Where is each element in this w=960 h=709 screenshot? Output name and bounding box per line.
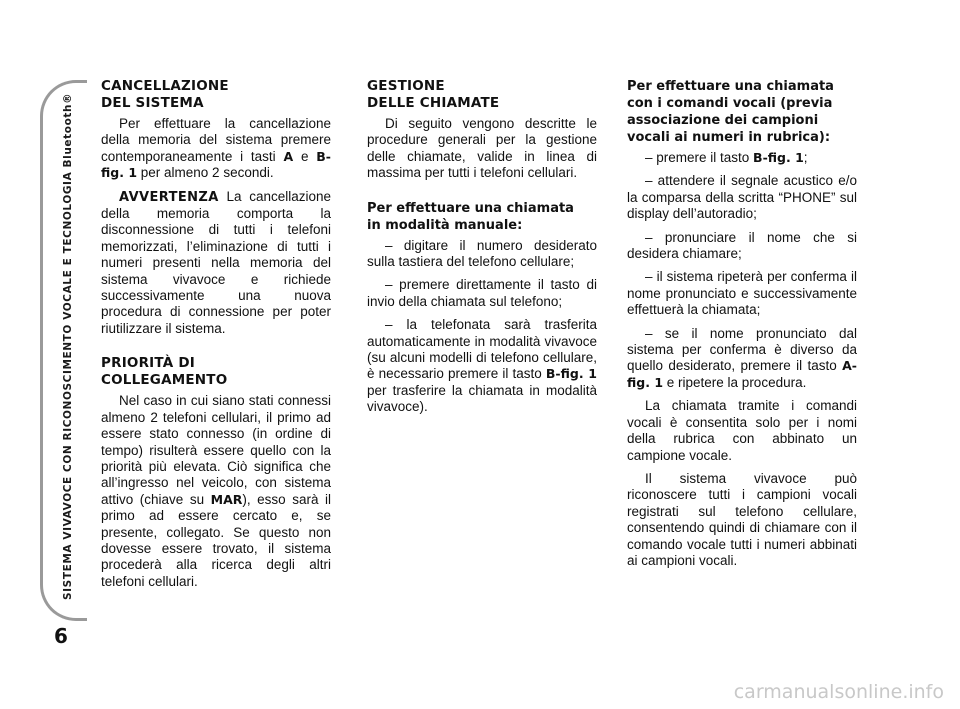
heading-comandi-vocali	[627, 78, 857, 146]
paragraph-intro: Di seguito vengono descritte le procedure generali per la gestione delle chiamate, valide in linea di massima per tutti i telefoni cellulari.	[367, 116, 597, 181]
column-2	[367, 78, 597, 423]
step-1	[627, 150, 857, 166]
page-number: 6	[54, 624, 68, 648]
heading-gestione	[367, 78, 597, 112]
heading-line: associazione dei campioni	[627, 113, 819, 128]
subheading-line: Per effettuare una chiamata	[367, 200, 574, 216]
text: e	[293, 148, 317, 164]
heading-line: vocali ai numeri in rubrica):	[627, 130, 831, 145]
key-reference: B-fig. 1	[753, 150, 804, 165]
subheading-line: in modalità manuale:	[367, 217, 523, 233]
key-reference: A-fig. 1	[627, 358, 857, 390]
warning-label: AVVERTENZA	[119, 189, 219, 205]
paragraph-cancellazione	[101, 116, 331, 182]
heading-line: con i comandi vocali (previa	[627, 96, 833, 111]
step-3	[367, 317, 597, 415]
text: per trasferire la chiamata in modalità vivavoce).	[367, 382, 597, 415]
step-5	[627, 326, 857, 392]
heading-line: COLLEGAMENTO	[101, 372, 228, 389]
text: Nel caso in cui siano stati connessi almeno 2 telefoni cellulari, il primo ad essere stato connesso (in ordine di tempo) risulterà essere quello con la priorità più elevata. Ciò significa che all’ingresso nel veicolo, con sistema attivo (chiave su	[101, 393, 331, 507]
step-2: – attendere il segnale acustico e/o la comparsa della scritta “PHONE” sul display dell’autoradio;	[627, 173, 857, 222]
heading-line: DEL SISTEMA	[101, 95, 204, 111]
paragraph-priorita	[101, 393, 331, 590]
text: e ripetere la procedura.	[663, 374, 807, 390]
note-2: Il sistema vivavoce può riconoscere tutti i campioni vocali registrati sul telefono cellulare, consentendo quindi di chiamare con il comando vocale tutti i numeri abbinati ai campioni vocali.	[627, 470, 857, 568]
subheading-manuale	[367, 200, 597, 234]
step-3: – pronunciare il nome che si desidera chiamare;	[627, 229, 857, 262]
warning-paragraph	[101, 189, 331, 338]
text: per almeno 2 secondi.	[137, 165, 274, 181]
text: – la telefonata sarà trasferita automaticamente in modalità vivavoce (su alcuni modelli di telefono cellulare, è necessario premere il tasto	[367, 317, 597, 382]
heading-line: Per effettuare una chiamata	[627, 79, 834, 94]
note-1: La chiamata tramite i comandi vocali è consentita solo per i nomi della rubrica con abbinato un campione vocale.	[627, 398, 857, 463]
text: – premere il tasto	[645, 150, 754, 165]
text: ;	[803, 150, 808, 165]
key-reference: B-fig. 1	[545, 366, 597, 382]
column-3	[627, 78, 857, 576]
key-reference: A	[283, 148, 294, 164]
heading-priorita	[101, 355, 331, 389]
key-reference: B-fig. 1	[101, 148, 331, 181]
heading-line: CANCELLAZIONE	[101, 78, 229, 94]
step-4: – il sistema ripeterà per conferma il nome pronunciato e successivamente effettuerà la chiamata;	[627, 269, 857, 318]
column-1	[101, 78, 331, 597]
heading-line: GESTIONE	[367, 78, 445, 94]
text: ), esso sarà il primo ad essere cercato e, se presente, collegato. Se questo non dovesse essere trovato, il sistema procederà alla ricerca degli altri telefoni cellulari.	[101, 491, 332, 589]
step-2: – premere direttamente il tasto di invio della chiamata sul telefono;	[367, 277, 597, 309]
heading-line: PRIORITÀ DI	[101, 355, 195, 372]
heading-cancellazione	[101, 78, 331, 112]
step-1: – digitare il numero desiderato sulla tastiera del telefono cellulare;	[367, 237, 597, 270]
section-title-vertical: SISTEMA VIVAVOCE CON RICONOSCIMENTO VOCALE E TECNOLOGIA Bluetooth®	[62, 92, 74, 600]
heading-line: DELLE CHIAMATE	[367, 95, 500, 111]
text: Per effettuare la cancellazione della memoria del sistema premere contemporaneamente i tasti	[101, 116, 331, 164]
text: – se il nome pronunciato dal sistema per conferma è diverso da quello desiderato, premere il tasto	[627, 325, 857, 374]
warning-text: La cancellazione della memoria comporta la disconnessione di tutti i telefoni memorizzati, l’eliminazione di tutti i numeri presenti nella memoria del sistema vivavoce e richiede successivamente una nuova procedura di connessione per poter riutilizzare il sistema.	[101, 188, 331, 336]
key-reference: MAR	[210, 491, 243, 507]
watermark: carmanualsonline.info	[733, 681, 944, 703]
